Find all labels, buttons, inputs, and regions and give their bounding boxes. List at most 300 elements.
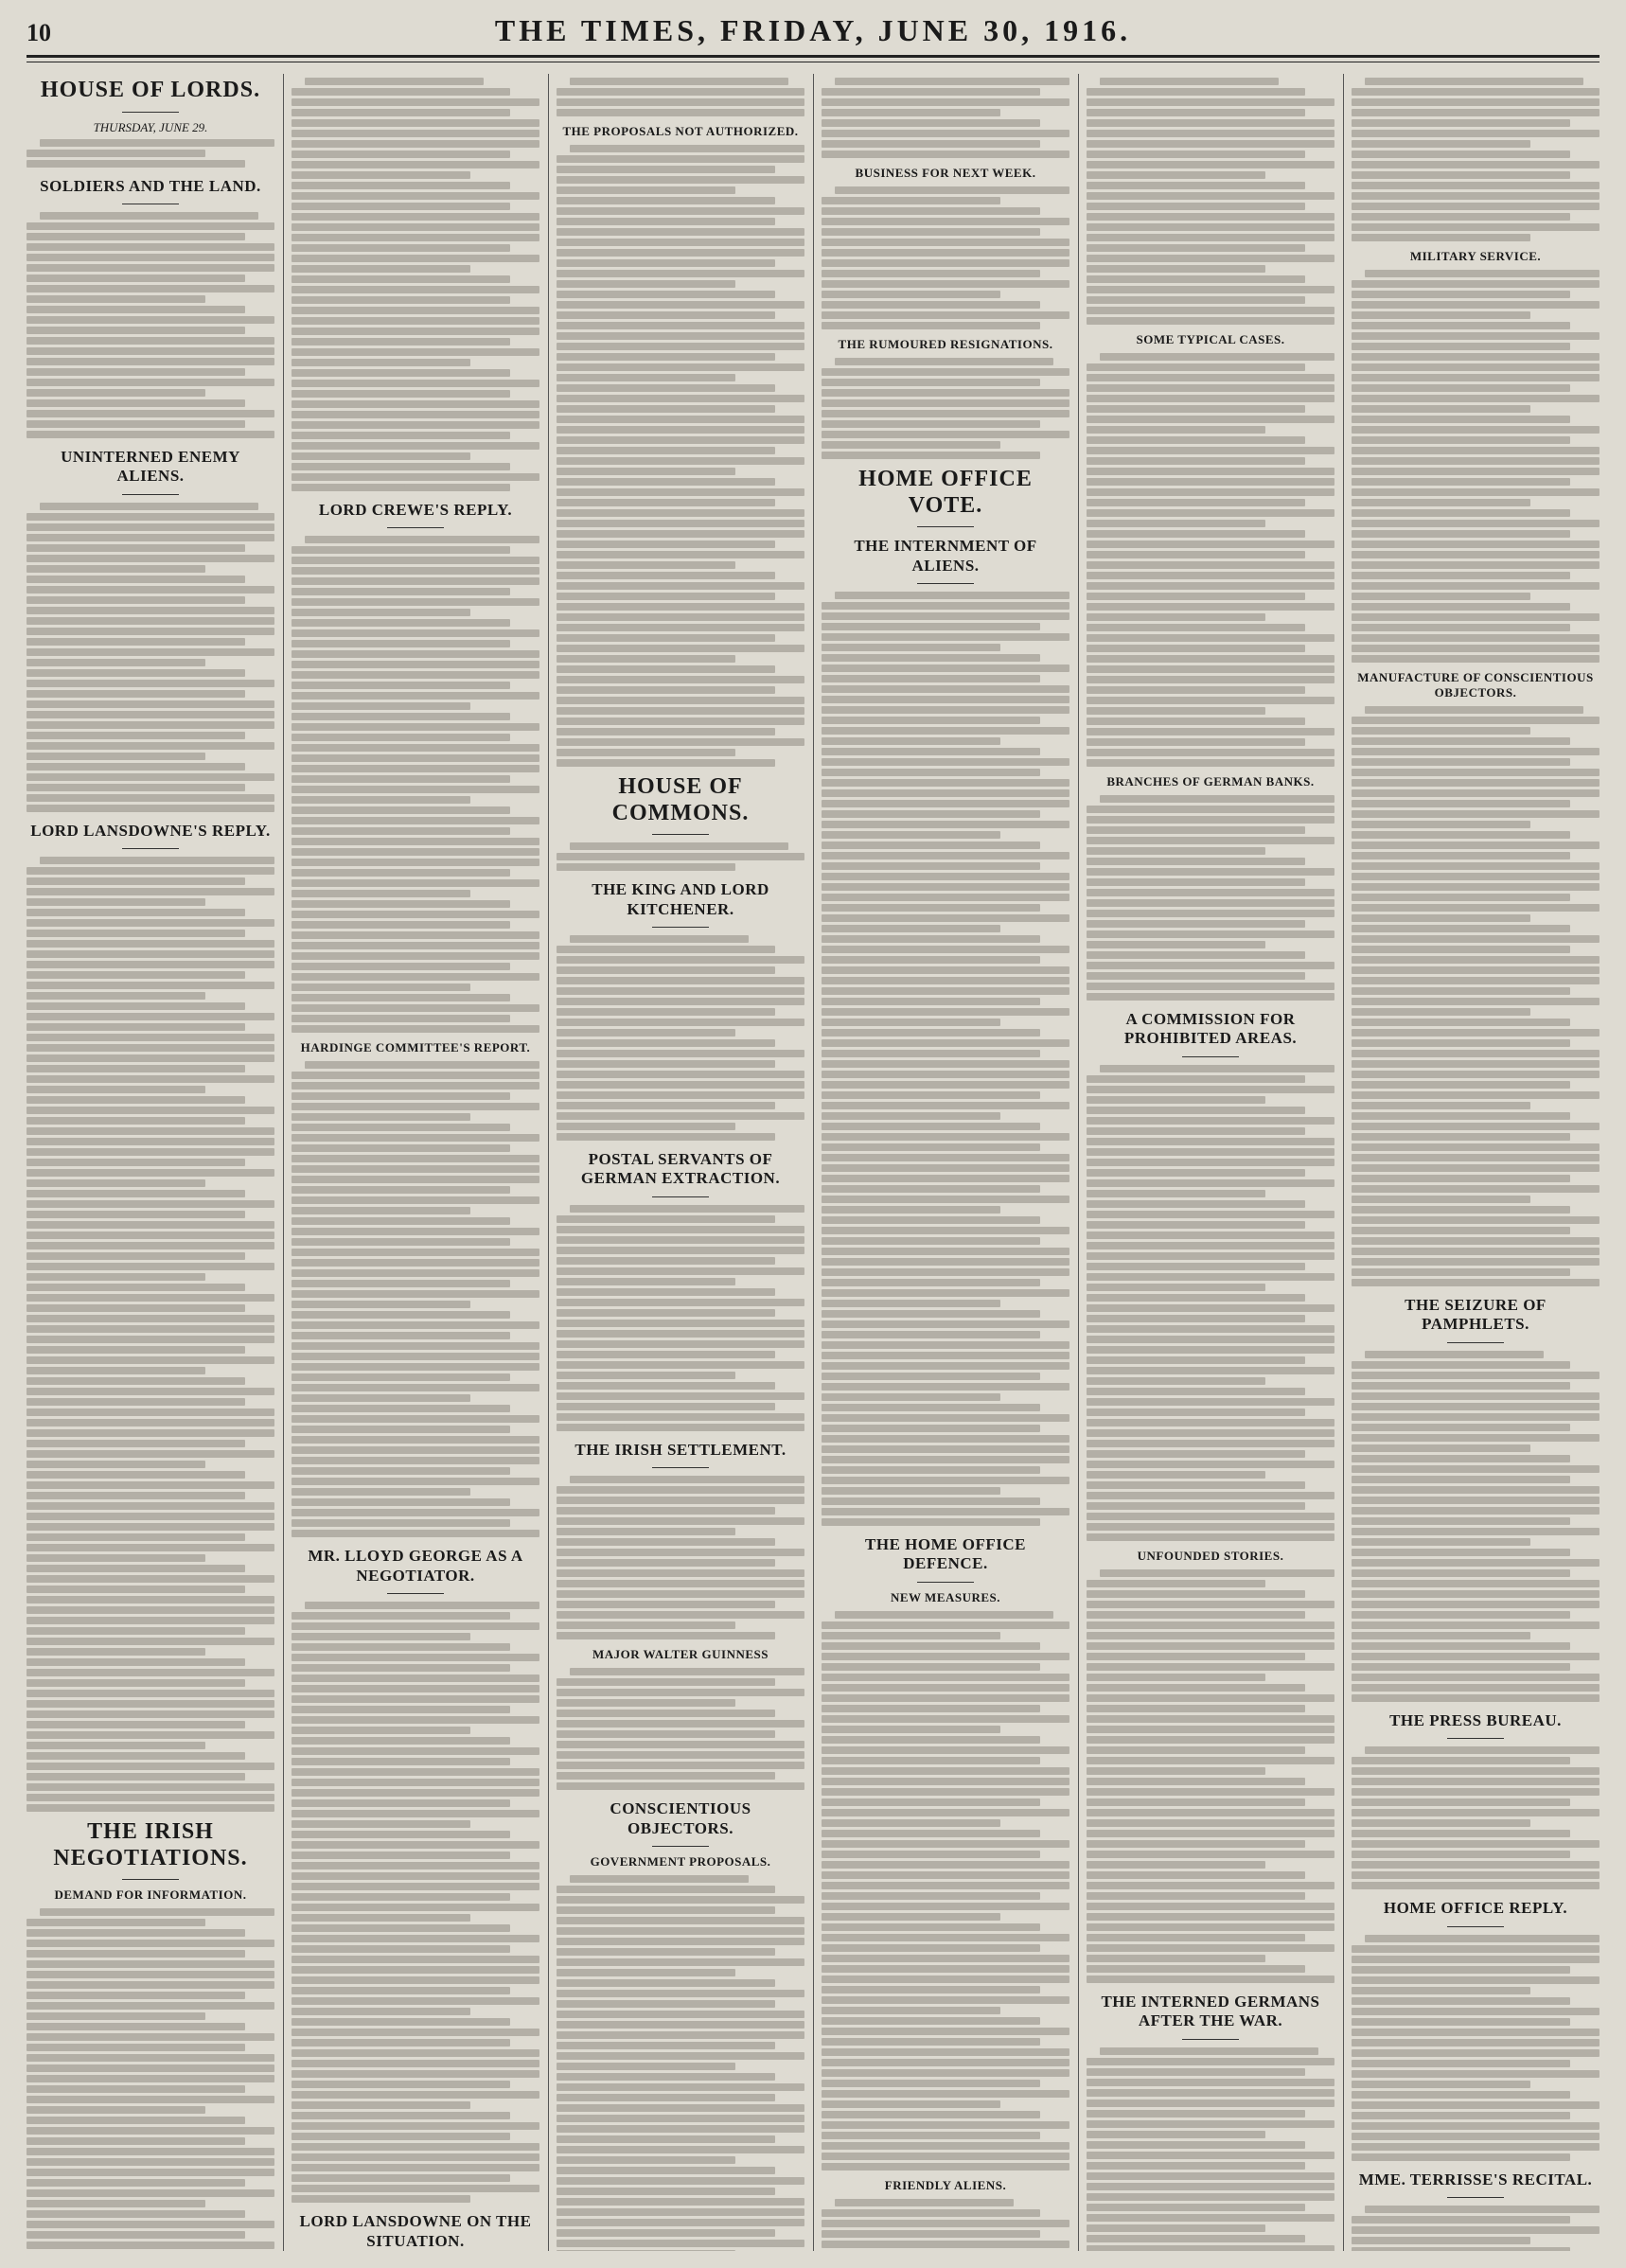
text-line	[1352, 1549, 1570, 1556]
body-text	[27, 503, 274, 812]
text-line	[27, 1648, 205, 1656]
text-line	[1352, 1392, 1599, 1400]
text-line	[292, 2070, 539, 2078]
text-line	[27, 2179, 245, 2187]
text-line	[27, 1804, 274, 1812]
text-line	[570, 1875, 749, 1883]
text-line	[822, 1289, 1069, 1297]
text-line	[557, 2219, 804, 2226]
text-line	[822, 748, 1040, 755]
text-line	[292, 2195, 470, 2203]
text-line	[27, 1783, 274, 1791]
text-line	[822, 1050, 1040, 1057]
text-line	[292, 1025, 539, 1033]
text-line	[27, 1565, 245, 1572]
text-line	[1352, 758, 1570, 766]
text-line	[1087, 1726, 1334, 1733]
text-line	[292, 1956, 539, 1963]
text-line	[822, 2111, 1040, 2118]
text-line	[822, 2059, 1069, 2066]
text-line	[292, 286, 539, 293]
text-line	[1087, 151, 1305, 158]
text-line	[1087, 847, 1265, 855]
text-line	[822, 1039, 1069, 1047]
text-line	[557, 853, 804, 860]
text-line	[557, 363, 804, 371]
text-line	[822, 280, 1069, 288]
headline: LORD LANSDOWNE'S REPLY.	[30, 821, 271, 840]
text-line	[27, 628, 274, 635]
text-line	[557, 1112, 804, 1120]
text-line	[1352, 1102, 1530, 1109]
text-line	[27, 1658, 245, 1666]
text-line	[557, 2177, 804, 2185]
text-line	[292, 1883, 539, 1890]
text-line	[1352, 572, 1570, 579]
text-line	[1087, 1513, 1334, 1520]
text-line	[822, 1477, 1069, 1484]
text-line	[557, 1102, 775, 1109]
text-line	[27, 1575, 274, 1583]
text-line	[557, 1621, 735, 1629]
masthead	[27, 13, 1599, 58]
text-line	[1365, 78, 1583, 85]
text-line	[1352, 1987, 1530, 1994]
text-line	[27, 1638, 274, 1645]
text-line	[292, 1799, 510, 1807]
body-text	[1087, 78, 1334, 325]
text-line	[27, 2054, 274, 2062]
text-line	[822, 894, 1069, 901]
text-line	[1365, 706, 1583, 714]
text-line	[1087, 1819, 1334, 1827]
text-line	[27, 2064, 274, 2072]
text-line	[1087, 1851, 1334, 1858]
text-line	[822, 1102, 1069, 1109]
text-line	[1087, 889, 1334, 896]
text-line	[557, 1772, 775, 1780]
text-line	[27, 690, 245, 698]
text-line	[557, 738, 804, 746]
text-line	[1365, 1935, 1599, 1942]
text-line	[557, 530, 804, 538]
text-line	[557, 956, 804, 964]
text-line	[292, 661, 539, 668]
text-line	[292, 182, 510, 189]
text-line	[822, 1008, 1069, 1016]
text-line	[27, 919, 274, 927]
text-line	[822, 1913, 1000, 1921]
text-line	[27, 1742, 205, 1749]
text-line	[1087, 1429, 1334, 1437]
text-line	[292, 192, 539, 200]
text-line	[1087, 447, 1334, 454]
text-line	[822, 1518, 1040, 1526]
text-line	[1087, 1684, 1305, 1692]
text-line	[292, 369, 510, 377]
text-line	[27, 1950, 245, 1958]
text-line	[27, 2075, 274, 2082]
text-line	[1087, 203, 1305, 210]
text-line	[1352, 109, 1599, 116]
text-line	[1352, 1164, 1599, 1172]
text-line	[557, 186, 735, 194]
text-line	[557, 987, 804, 995]
text-line	[27, 1513, 274, 1520]
text-line	[1352, 540, 1599, 548]
text-line	[822, 399, 1069, 407]
text-line	[27, 1502, 274, 1510]
text-line	[292, 921, 510, 929]
text-line	[292, 557, 539, 564]
text-line	[1352, 1206, 1570, 1214]
text-line	[292, 307, 539, 314]
text-line	[1087, 2068, 1305, 2076]
headline: BRANCHES OF GERMAN BANKS.	[1106, 774, 1315, 788]
text-line	[570, 1476, 804, 1483]
text-line	[822, 1352, 1069, 1359]
text-line	[1352, 2122, 1599, 2130]
text-line	[1087, 1169, 1305, 1177]
text-line	[1087, 317, 1334, 325]
text-line	[557, 416, 804, 423]
text-line	[1352, 1434, 1599, 1442]
text-line	[1352, 2133, 1599, 2140]
text-line	[557, 1330, 804, 1338]
text-line	[822, 737, 1000, 745]
text-line	[822, 1383, 1069, 1391]
body-text	[1352, 78, 1599, 241]
text-line	[557, 697, 804, 704]
text-line	[1087, 634, 1334, 642]
text-line	[1352, 842, 1599, 849]
text-line	[822, 1903, 1069, 1910]
text-line	[1352, 634, 1599, 642]
headline: POSTAL SERVANTS OF GERMAN EXTRACTION.	[580, 1149, 781, 1188]
text-line	[27, 1273, 205, 1281]
headline: HARDINGE COMMITTEE'S REPORT.	[300, 1040, 531, 1055]
text-line	[1100, 2047, 1318, 2055]
text-line	[1352, 852, 1570, 859]
text-line	[292, 2018, 510, 2026]
text-line	[27, 721, 274, 729]
text-line	[1352, 1091, 1599, 1099]
text-line	[292, 598, 539, 606]
text-line	[822, 410, 1069, 417]
text-line	[1352, 405, 1530, 413]
text-line	[822, 1882, 1069, 1889]
text-line	[292, 734, 510, 741]
text-line	[1087, 655, 1334, 663]
text-line	[557, 582, 804, 590]
text-line	[292, 619, 510, 627]
text-line	[557, 426, 804, 434]
text-line	[27, 1617, 274, 1624]
text-line	[557, 1029, 735, 1037]
text-line	[1352, 904, 1599, 912]
text-line	[292, 1997, 539, 2005]
text-line	[1352, 821, 1530, 828]
text-line	[1352, 1840, 1599, 1848]
text-line	[557, 2146, 804, 2153]
text-line	[1352, 2226, 1599, 2234]
text-line	[292, 1176, 539, 1183]
text-line	[292, 775, 510, 783]
text-line	[292, 1186, 510, 1194]
text-line	[292, 890, 470, 897]
text-line	[292, 671, 539, 679]
text-line	[1352, 332, 1599, 340]
text-line	[1352, 1112, 1570, 1120]
text-line	[1352, 1175, 1570, 1182]
body-text	[557, 1668, 804, 1790]
text-line	[27, 513, 274, 521]
text-line	[1087, 1601, 1334, 1608]
text-line	[27, 1096, 245, 1104]
text-line	[1352, 192, 1599, 200]
text-line	[557, 1517, 804, 1525]
text-line	[1352, 1071, 1599, 1078]
text-line	[1087, 1653, 1305, 1660]
text-line	[1087, 2162, 1305, 2170]
text-line	[1087, 2152, 1334, 2159]
text-line	[1087, 457, 1305, 465]
text-line	[557, 499, 775, 506]
text-line	[822, 1809, 1069, 1816]
text-line	[292, 1893, 510, 1901]
text-line	[292, 348, 539, 356]
text-line	[1087, 1621, 1334, 1629]
text-line	[1352, 914, 1530, 922]
text-line	[292, 1976, 539, 1984]
text-line	[1087, 1944, 1334, 1952]
text-line	[292, 213, 539, 221]
text-line	[1352, 182, 1599, 189]
text-line	[822, 1955, 1069, 1962]
text-line	[557, 676, 804, 683]
text-line	[292, 1945, 510, 1953]
text-line	[292, 1779, 539, 1786]
text-line	[1087, 1955, 1265, 1962]
text-line	[557, 1486, 804, 1494]
text-line	[27, 295, 205, 303]
text-line	[822, 2230, 1040, 2238]
heading-rule	[1447, 2197, 1504, 2198]
text-line	[822, 2132, 1040, 2139]
text-line	[557, 1917, 804, 1924]
text-line	[1087, 244, 1305, 252]
text-line	[822, 1456, 1069, 1463]
text-line	[1087, 478, 1334, 486]
text-line	[292, 723, 539, 731]
text-line	[557, 1309, 775, 1317]
text-line	[1087, 540, 1334, 548]
text-line	[292, 609, 470, 616]
text-line	[822, 654, 1040, 662]
text-line	[292, 390, 510, 398]
text-line	[835, 1611, 1053, 1619]
text-line	[292, 1072, 539, 1079]
text-line	[822, 862, 1040, 870]
text-line	[27, 1409, 274, 1416]
text-line	[27, 1169, 274, 1177]
text-line	[557, 1632, 775, 1639]
text-line	[822, 1642, 1040, 1650]
text-line	[292, 484, 510, 491]
text-line	[557, 332, 804, 340]
text-line	[27, 431, 274, 438]
text-line	[1087, 816, 1334, 824]
text-line	[27, 565, 205, 573]
text-line	[1087, 1934, 1305, 1941]
text-line	[557, 311, 775, 319]
text-line	[1087, 868, 1334, 876]
text-line	[822, 1373, 1040, 1380]
text-line	[27, 711, 274, 718]
text-line	[1352, 1966, 1570, 1974]
text-line	[822, 789, 1069, 797]
text-line	[1087, 1127, 1305, 1135]
text-line	[292, 1217, 510, 1225]
text-line	[822, 1466, 1040, 1474]
text-line	[292, 161, 539, 168]
text-line	[822, 1892, 1040, 1900]
text-line	[1352, 478, 1570, 486]
text-line	[27, 544, 245, 552]
text-line	[557, 249, 804, 257]
text-line	[292, 1924, 510, 1932]
text-line	[822, 1653, 1069, 1660]
heading-rule	[917, 526, 974, 527]
text-line	[27, 1127, 274, 1135]
text-line	[557, 749, 735, 756]
text-line	[557, 270, 804, 277]
text-line	[292, 2101, 470, 2109]
text-line	[27, 1554, 205, 1562]
text-line	[305, 1061, 539, 1069]
text-line	[1100, 795, 1334, 803]
text-line	[1352, 717, 1599, 724]
text-line	[27, 930, 245, 937]
text-line	[292, 1207, 470, 1214]
article-column	[27, 74, 274, 2251]
text-line	[292, 1446, 539, 1454]
text-line	[557, 1699, 735, 1707]
text-line	[292, 973, 539, 981]
text-line	[1352, 2247, 1570, 2251]
text-line	[557, 1424, 804, 1431]
text-line	[40, 857, 274, 864]
headline: A COMMISSION FOR PROHIBITED AREAS.	[1123, 1010, 1298, 1048]
text-line	[1365, 1351, 1544, 1358]
text-line	[1087, 951, 1305, 959]
text-line	[1352, 1674, 1599, 1681]
text-line	[822, 88, 1040, 96]
text-line	[557, 1948, 775, 1956]
text-line	[822, 1196, 1069, 1203]
text-line	[835, 358, 1053, 365]
text-line	[292, 1841, 539, 1849]
text-line	[292, 1249, 539, 1256]
text-line	[1352, 593, 1530, 600]
text-line	[292, 338, 510, 346]
text-line	[292, 1134, 539, 1142]
text-line	[292, 963, 510, 970]
text-line	[1087, 1304, 1334, 1312]
text-line	[27, 1284, 245, 1291]
text-line	[1352, 520, 1599, 527]
text-line	[27, 2221, 274, 2228]
text-line	[557, 1958, 804, 1966]
text-line	[557, 509, 804, 517]
text-line	[822, 389, 1069, 397]
text-line	[1087, 1715, 1334, 1723]
text-line	[557, 1403, 775, 1410]
text-line	[1087, 1840, 1305, 1848]
text-line	[292, 1498, 510, 1506]
text-line	[27, 410, 274, 417]
text-line	[557, 1372, 735, 1379]
text-line	[1352, 1039, 1570, 1047]
text-line	[1087, 1138, 1334, 1145]
text-line	[1087, 1533, 1334, 1541]
text-line	[292, 1426, 510, 1433]
text-line	[822, 998, 1040, 1005]
text-line	[27, 2085, 245, 2093]
text-line	[1087, 1263, 1305, 1270]
text-line	[292, 879, 539, 887]
text-line	[557, 1611, 804, 1619]
text-line	[822, 1497, 1040, 1505]
text-line	[27, 1492, 245, 1499]
text-line	[822, 1341, 1069, 1349]
text-line	[1352, 1123, 1599, 1130]
text-line	[822, 644, 1000, 651]
text-line	[292, 400, 539, 408]
text-line	[1352, 1997, 1570, 2005]
text-line	[1352, 130, 1599, 137]
text-line	[557, 863, 735, 871]
text-line	[1352, 748, 1599, 755]
text-line	[1352, 457, 1599, 465]
text-line	[292, 713, 510, 720]
text-line	[822, 769, 1040, 776]
text-line	[292, 1612, 510, 1620]
text-line	[27, 1231, 274, 1239]
text-line	[1087, 910, 1334, 917]
text-line	[27, 742, 274, 750]
text-line	[27, 1544, 274, 1551]
body-text	[27, 212, 274, 438]
headline: SOLDIERS AND THE LAND.	[40, 176, 261, 195]
text-line	[27, 1721, 245, 1728]
text-line	[27, 659, 205, 666]
text-line	[1087, 624, 1305, 631]
text-line	[1352, 2060, 1570, 2067]
text-line	[27, 680, 274, 687]
text-line	[1087, 488, 1334, 496]
text-line	[1087, 223, 1334, 231]
text-line	[292, 942, 539, 949]
text-line	[27, 909, 245, 916]
text-line	[1352, 1976, 1599, 1984]
text-line	[292, 1280, 510, 1287]
text-line	[292, 1238, 510, 1246]
text-line	[1352, 1227, 1570, 1234]
text-line	[570, 935, 749, 943]
text-line	[822, 1071, 1069, 1078]
text-line	[557, 1278, 735, 1285]
